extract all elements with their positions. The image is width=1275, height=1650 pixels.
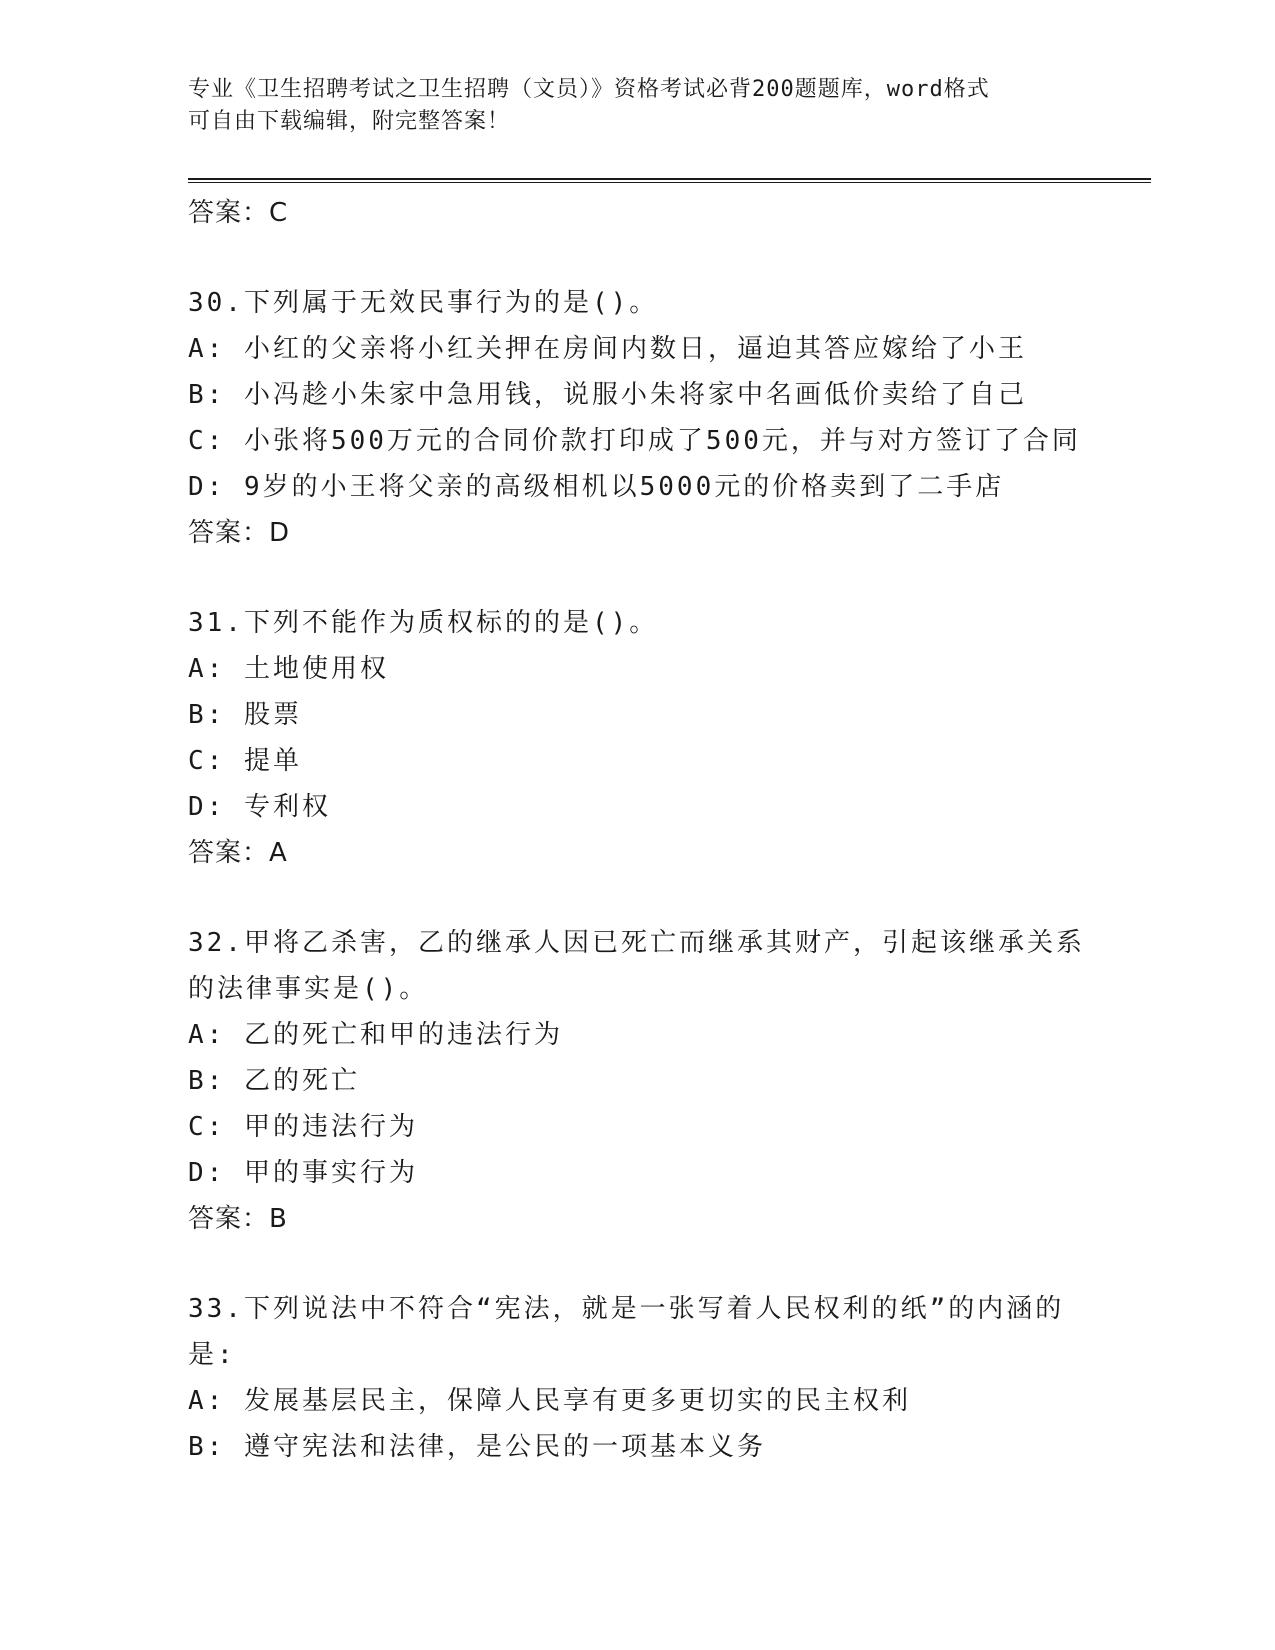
header-divider: [188, 178, 1151, 183]
option-b: B: 遵守宪法和法律，是公民的一项基本义务: [188, 1432, 766, 1462]
option-d: D: 9岁的小王将父亲的高级相机以5000元的价格卖到了二手店: [188, 472, 1005, 502]
question-text-line-2: 的法律事实是()。: [188, 974, 429, 1004]
answer: 答案：D: [188, 518, 291, 548]
previous-answer: 答案：C: [188, 198, 289, 228]
question-31: [188, 600, 1088, 876]
option-c: C: 提单: [188, 746, 302, 776]
option-c: C: 小张将500万元的合同价款打印成了500元，并与对方签订了合同: [188, 426, 1081, 456]
document-header: [188, 74, 1088, 138]
question-text-line-2: 是:: [188, 1340, 236, 1370]
option-b: B: 乙的死亡: [188, 1066, 360, 1096]
answer: 答案：B: [188, 1204, 288, 1234]
option-d: D: 甲的事实行为: [188, 1158, 418, 1188]
option-a: A: 乙的死亡和甲的违法行为: [188, 1020, 563, 1050]
option-d: D: 专利权: [188, 792, 331, 822]
question-33: [188, 1286, 1088, 1470]
question-30: [188, 280, 1088, 556]
question-list: [188, 190, 1088, 1470]
option-a: A: 土地使用权: [188, 654, 389, 684]
header-line-1: 专业《卫生招聘考试之卫生招聘（文员）》资格考试必背200题题库，word格式: [188, 77, 990, 102]
option-a: A: 小红的父亲将小红关押在房间内数日，逼迫其答应嫁给了小王: [188, 334, 1027, 364]
question-text: 30.下列属于无效民事行为的是()。: [188, 288, 659, 318]
option-b: B: 小冯趁小朱家中急用钱，说服小朱将家中名画低价卖给了自己: [188, 380, 1027, 410]
question-text-line-1: 32.甲将乙杀害，乙的继承人因已死亡而继承其财产，引起该继承关系: [188, 928, 1085, 958]
question-32: [188, 920, 1088, 1242]
option-c: C: 甲的违法行为: [188, 1112, 418, 1142]
option-b: B: 股票: [188, 700, 302, 730]
option-a: A: 发展基层民主，保障人民享有更多更切实的民主权利: [188, 1386, 911, 1416]
question-text-line-1: 33.下列说法中不符合“宪法，就是一张写着人民权利的纸”的内涵的: [188, 1294, 1065, 1324]
header-line-2: 可自由下载编辑，附完整答案！: [188, 109, 511, 134]
answer: 答案：A: [188, 838, 288, 868]
question-text: 31.下列不能作为质权标的的是()。: [188, 608, 659, 638]
